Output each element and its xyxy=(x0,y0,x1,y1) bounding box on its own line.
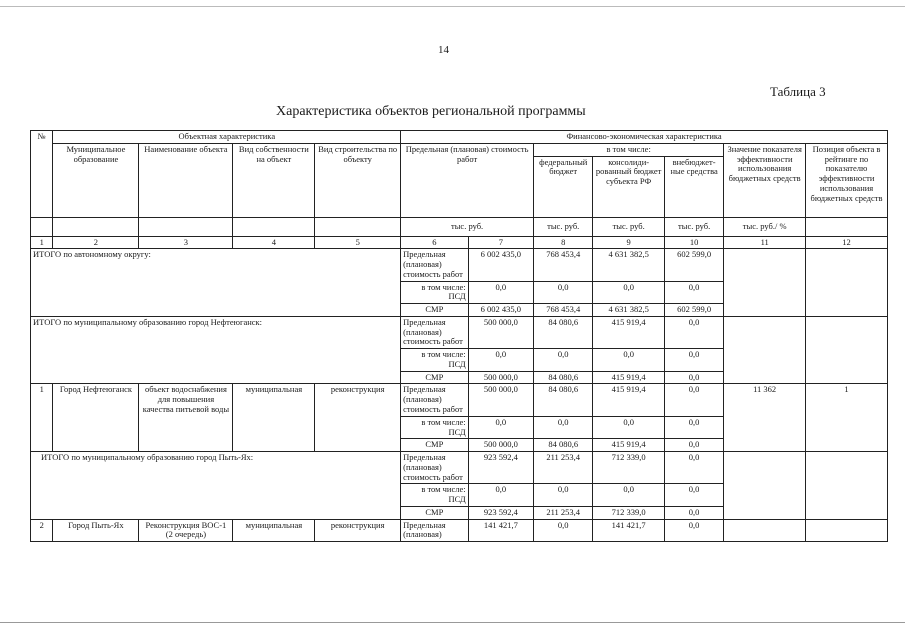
cell-limit-total: 500 000,0 xyxy=(468,316,533,348)
object-rating: 1 xyxy=(806,384,888,452)
header-units-row xyxy=(31,217,888,236)
row-label-limit: Предельная (плановая) xyxy=(401,519,468,542)
cell-consolidated: 415 919,4 xyxy=(593,316,665,348)
col-index: 3 xyxy=(139,236,233,249)
col-index: 5 xyxy=(315,236,401,249)
cell-federal: 84 080,6 xyxy=(534,439,593,452)
col-index: 4 xyxy=(233,236,315,249)
col-index: 7 xyxy=(468,236,533,249)
row-label-psd: в том числе: ПСД xyxy=(401,349,468,372)
unit-federal: тыс. руб. xyxy=(534,217,593,236)
cell-limit-total: 0,0 xyxy=(468,281,533,304)
cell-limit-total: 923 592,4 xyxy=(468,506,533,519)
object-efficiency: 11 362 xyxy=(724,384,806,452)
cell-consolidated: 712 339,0 xyxy=(593,506,665,519)
cell-consolidated: 0,0 xyxy=(593,484,665,507)
col-index: 2 xyxy=(53,236,139,249)
header-construction: Вид строительства по объекту xyxy=(315,143,401,217)
col-index: 10 xyxy=(664,236,723,249)
cell-federal: 211 253,4 xyxy=(534,506,593,519)
cell-limit-total: 6 002 435,0 xyxy=(468,304,533,317)
cell-consolidated: 415 919,4 xyxy=(593,384,665,416)
header-row-2 xyxy=(31,143,888,156)
col-index: 11 xyxy=(724,236,806,249)
cell-consolidated: 4 631 382,5 xyxy=(593,249,665,281)
col-index: 1 xyxy=(31,236,53,249)
cell-extrabudget: 0,0 xyxy=(664,452,723,484)
scan-edge-top xyxy=(0,6,905,7)
cell-extrabudget: 0,0 xyxy=(664,384,723,416)
cell-consolidated: 415 919,4 xyxy=(593,439,665,452)
cell-extrabudget: 0,0 xyxy=(664,484,723,507)
row-label-smr: СМР xyxy=(401,506,468,519)
row-label-smr: СМР xyxy=(401,304,468,317)
object-name: объект водоснабжения для повышения качества питьевой воды xyxy=(139,384,233,452)
cell-extrabudget: 0,0 xyxy=(664,371,723,384)
cell-extrabudget: 0,0 xyxy=(664,439,723,452)
cell-federal: 0,0 xyxy=(534,519,593,542)
header-extrabudget: внебюджет-ные средства xyxy=(664,156,723,217)
cell-consolidated: 4 631 382,5 xyxy=(593,304,665,317)
column-index-row xyxy=(31,236,888,249)
cell-extrabudget: 602 599,0 xyxy=(664,304,723,317)
header-rating: Позиция объекта в рейтинге по показателю эффективности использования бюджетных средств xyxy=(806,143,888,217)
document-title: Характеристика объектов региональной программы xyxy=(276,104,586,119)
table-row xyxy=(31,249,888,281)
cell-limit-total: 500 000,0 xyxy=(468,439,533,452)
row-label-limit: Предельная (плановая) стоимость работ xyxy=(401,316,468,348)
page-number: 14 xyxy=(438,44,449,56)
header-ownership: Вид собственности на объект xyxy=(233,143,315,217)
col-index: 9 xyxy=(593,236,665,249)
cell-federal: 0,0 xyxy=(534,349,593,372)
cell-federal: 0,0 xyxy=(534,416,593,439)
unit-cost: тыс. руб. xyxy=(401,217,534,236)
cell-extrabudget: 0,0 xyxy=(664,416,723,439)
cell-extrabudget: 0,0 xyxy=(664,506,723,519)
header-limit-cost: Предельная (плановая) стоимость работ xyxy=(401,143,534,217)
cell-limit-total: 923 592,4 xyxy=(468,452,533,484)
cell-federal: 211 253,4 xyxy=(534,452,593,484)
cell-consolidated: 0,0 xyxy=(593,416,665,439)
header-federal: федеральный бюджет xyxy=(534,156,593,217)
unit-consolidated: тыс. руб. xyxy=(593,217,665,236)
table-row xyxy=(31,519,888,542)
col-index: 12 xyxy=(806,236,888,249)
row-label-psd: в том числе: ПСД xyxy=(401,416,468,439)
object-construction: реконструкция xyxy=(315,384,401,452)
object-number: 1 xyxy=(31,384,53,452)
cell-limit-total: 6 002 435,0 xyxy=(468,249,533,281)
object-construction: реконструкция xyxy=(315,519,401,542)
header-object-characteristic: Объектная характеристика xyxy=(53,131,401,144)
row-label-limit: Предельная (плановая) стоимость работ xyxy=(401,452,468,484)
object-municipal: Город Нефтеюганск xyxy=(53,384,139,452)
header-row-1 xyxy=(31,131,888,144)
object-municipal: Город Пыть-Ях xyxy=(53,519,139,542)
cell-limit-total: 0,0 xyxy=(468,416,533,439)
cell-federal: 84 080,6 xyxy=(534,316,593,348)
table-row xyxy=(31,316,888,348)
cell-consolidated: 0,0 xyxy=(593,349,665,372)
cell-extrabudget: 0,0 xyxy=(664,316,723,348)
cell-federal: 768 453,4 xyxy=(534,249,593,281)
row-label-smr: СМР xyxy=(401,439,468,452)
col-index: 6 xyxy=(401,236,468,249)
row-label-limit: Предельная (плановая) стоимость работ xyxy=(401,384,468,416)
unit-efficiency: тыс. руб./ % xyxy=(724,217,806,236)
header-efficiency: Значение показателя эффективности использования бюджетных средств xyxy=(724,143,806,217)
cell-consolidated: 415 919,4 xyxy=(593,371,665,384)
object-ownership: муниципальная xyxy=(233,384,315,452)
header-object-name: Наименование объекта xyxy=(139,143,233,217)
unit-extrabudget: тыс. руб. xyxy=(664,217,723,236)
cell-consolidated: 141 421,7 xyxy=(593,519,665,542)
cell-federal: 84 080,6 xyxy=(534,371,593,384)
cell-extrabudget: 0,0 xyxy=(664,281,723,304)
row-label-psd: в том числе: ПСД xyxy=(401,281,468,304)
cell-federal: 768 453,4 xyxy=(534,304,593,317)
cell-limit-total: 141 421,7 xyxy=(468,519,533,542)
col-index: 8 xyxy=(534,236,593,249)
header-no: № xyxy=(31,131,53,218)
cell-federal: 0,0 xyxy=(534,484,593,507)
table-label: Таблица 3 xyxy=(770,84,826,99)
group-title-pyt-yakh: ИТОГО по муниципальному образованию город Пыть-Ях: xyxy=(31,452,401,520)
cell-consolidated: 712 339,0 xyxy=(593,452,665,484)
cell-extrabudget: 0,0 xyxy=(664,349,723,372)
table-row xyxy=(31,452,888,484)
header-municipal: Муниципальное образование xyxy=(53,143,139,217)
cell-limit-total: 500 000,0 xyxy=(468,384,533,416)
cell-consolidated: 0,0 xyxy=(593,281,665,304)
group-title-nefteyugansk: ИТОГО по муниципальному образованию город Нефтеюганск: xyxy=(31,316,401,384)
table-row xyxy=(31,384,888,416)
group-title-ao: ИТОГО по автономному округу: xyxy=(31,249,401,317)
header-financial-characteristic: Финансово-экономическая характеристика xyxy=(401,131,888,144)
cell-federal: 0,0 xyxy=(534,281,593,304)
object-name: Реконструкция ВОС-1 (2 очередь) xyxy=(139,519,233,542)
row-label-psd: в том числе: ПСД xyxy=(401,484,468,507)
cell-extrabudget: 602 599,0 xyxy=(664,249,723,281)
program-objects-table xyxy=(30,130,888,542)
object-number: 2 xyxy=(31,519,53,542)
cell-extrabudget: 0,0 xyxy=(664,519,723,542)
cell-limit-total: 500 000,0 xyxy=(468,371,533,384)
cell-federal: 84 080,6 xyxy=(534,384,593,416)
object-ownership: муниципальная xyxy=(233,519,315,542)
header-consolidated: консолиди-рованный бюджет субъекта РФ xyxy=(593,156,665,217)
row-label-smr: СМР xyxy=(401,371,468,384)
scan-edge-bottom xyxy=(0,622,905,623)
row-label-limit: Предельная (плановая) стоимость работ xyxy=(401,249,468,281)
cell-limit-total: 0,0 xyxy=(468,484,533,507)
cell-limit-total: 0,0 xyxy=(468,349,533,372)
header-including: в том числе: xyxy=(534,143,724,156)
